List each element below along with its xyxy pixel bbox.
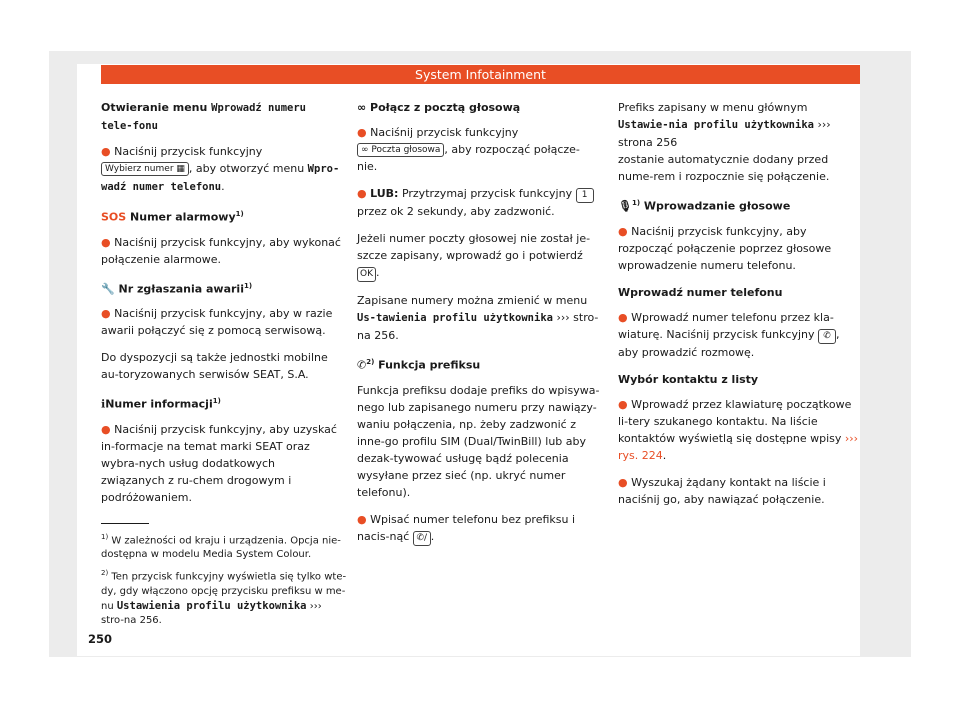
prefix-call-button[interactable]: ✆/ [413, 531, 431, 546]
column-3 [618, 99, 861, 518]
contact-search-instruction: ● Wprowadź przez klawiaturę początkowe li-tery szukanego kontaktu. Na liście kontaktów wyświetlą się dostępne wpisy ››› rys. 224. [618, 397, 859, 462]
enter-number-instruction: ● Wprowadź numer telefonu przez kla-wiaturę. Naciśnij przycisk funkcyjny ✆ , aby prowadzić rozmowę. [618, 310, 840, 359]
emergency-instruction: ● Naciśnij przycisk funkcyjny, aby wykonać połączenie alarmowe. [101, 235, 341, 266]
voicemail-button[interactable]: ∞ Poczta głosowa [357, 143, 444, 157]
call-button[interactable] [818, 329, 836, 344]
contact-select-heading: Wybór kontaktu z listy [618, 372, 759, 386]
info-heading: ℹNumer informacji$^{1)}$ [101, 397, 221, 411]
voicemail-icon: ∞ [361, 145, 369, 155]
prefix-description: Funkcja prefiksu dodaje prefiks do wpisywa-nego lub zapisanego numeru przy nawiązy-waniu połączenia, np. żeby zadzwonić z inne-go profilu SIM (Dual/TwinBill) lub aby dezak-tywować usługę bądź polecenia wysyłane przez sieć (np. ukryć numer telefonu). [357, 383, 600, 499]
sos-label: SOS [101, 210, 127, 224]
breakdown-note: Do dyspozycji są także jednostki mobilne au-toryzowanych serwisów SEAT, S.A. [101, 351, 328, 382]
wrench-icon: 🔧 [101, 282, 115, 296]
prefix-heading: ✆$^{2)}$ Funkcja prefiksu [357, 358, 481, 372]
voicemail-change-note: Zapisane numery można zmienić w menu Us-tawienia profilu użytkownika ››› stro-na 256. [357, 294, 599, 342]
breakdown-heading: 🔧 Nr zgłaszania awarii$^{1)}$ [101, 281, 253, 296]
keypad-icon: ▦ [176, 164, 185, 174]
phone-icon: ✆ [823, 330, 831, 341]
contact-select-instruction: ● Wyszukaj żądany kontakt na liście i naciśnij go, aby nawiązać połączenie. [618, 475, 826, 506]
section-header: System Infotainment [101, 65, 860, 84]
open-menu-instruction: ● Naciśnij przycisk funkcyjny Wybierz numer ▦ , aby otworzyć menu Wpro-wadź numer telefonu. [101, 145, 340, 193]
emergency-heading: SOS Numer alarmowy$^{1)}$ [101, 210, 244, 224]
footnote-rule [101, 523, 149, 524]
info-icon: ℹ [101, 397, 106, 411]
open-menu-heading: Otwieranie menu Wprowadź numeru tele-fonu [101, 101, 306, 132]
voicemail-setup-note: Jeżeli numer poczty głosowej nie został je-szcze zapisany, wprowadź go i potwierdź OK . [357, 230, 600, 282]
prefix-instruction: ● Wpisać numer telefonu bez prefiksu i nacis-nąć ✆/ . [357, 511, 600, 546]
info-instruction: ● Naciśnij przycisk funkcyjny, aby uzyskać in-formacje na temat marki SEAT oraz wybra-nych usług dodatkowych związanych z ru-chem drogowym i podróżowaniem. [101, 422, 337, 504]
one-key-button[interactable]: 1 [576, 188, 594, 203]
enter-number-heading: Wprowadź numer telefonu [618, 285, 783, 299]
prefix-menu-note: Prefiks zapisany w menu głównym Ustawie-nia profilu użytkownika ››› strona 256 zostanie automatycznie dodany przed nume-rem i rozpocznie się połączenie. [618, 101, 831, 183]
microphone-icon: 🎙 [618, 199, 632, 213]
breakdown-instruction: ● Naciśnij przycisk funkcyjny, aby w razie awarii połączyć się z pomocą serwisową. [101, 307, 333, 338]
column-1 [101, 99, 341, 516]
column-2 [357, 99, 600, 556]
ok-button[interactable]: OK [357, 267, 376, 282]
footnote-2: $^{2)}$ Ten przycisk funkcyjny wyświetla się tylko wte-dy, gdy włączono opcję przycisku prefiksu w me-nu Ustawienia profilu użytkownika ››› stro-na 256. [101, 569, 347, 626]
dial-number-button[interactable]: Wybierz numer ▦ [101, 162, 189, 176]
voice-input-heading: 🎙$^{1)}$ Wprowadzanie głosowe [618, 199, 791, 213]
voicemail-alt-instruction: ● LUB: Przytrzymaj przycisk funkcyjny 1 przez ok 2 sekundy, aby zadzwonić. [357, 185, 600, 220]
page-number: 250 [88, 632, 113, 646]
footnotes [101, 523, 347, 632]
phone-prefix-icon: ✆ [357, 358, 367, 372]
voice-input-instruction: ● Naciśnij przycisk funkcyjny, aby rozpocząć połączenie poprzez głosowe wprowadzenie numeru telefonu. [618, 224, 832, 272]
voicemail-icon: ∞ [357, 101, 367, 114]
voicemail-instruction: ● Naciśnij przycisk funkcyjny ∞ Poczta głosowa , aby rozpocząć połącze-nie. [357, 126, 580, 173]
voicemail-heading: ∞ Połącz z pocztą głosową [357, 101, 521, 114]
footnote-1: $^{1)}$ W zależności od kraju i urządzenia. Opcja nie-dostępna w modelu Media System Colour. [101, 533, 341, 561]
figure-link[interactable]: rys. 224 [618, 448, 663, 462]
